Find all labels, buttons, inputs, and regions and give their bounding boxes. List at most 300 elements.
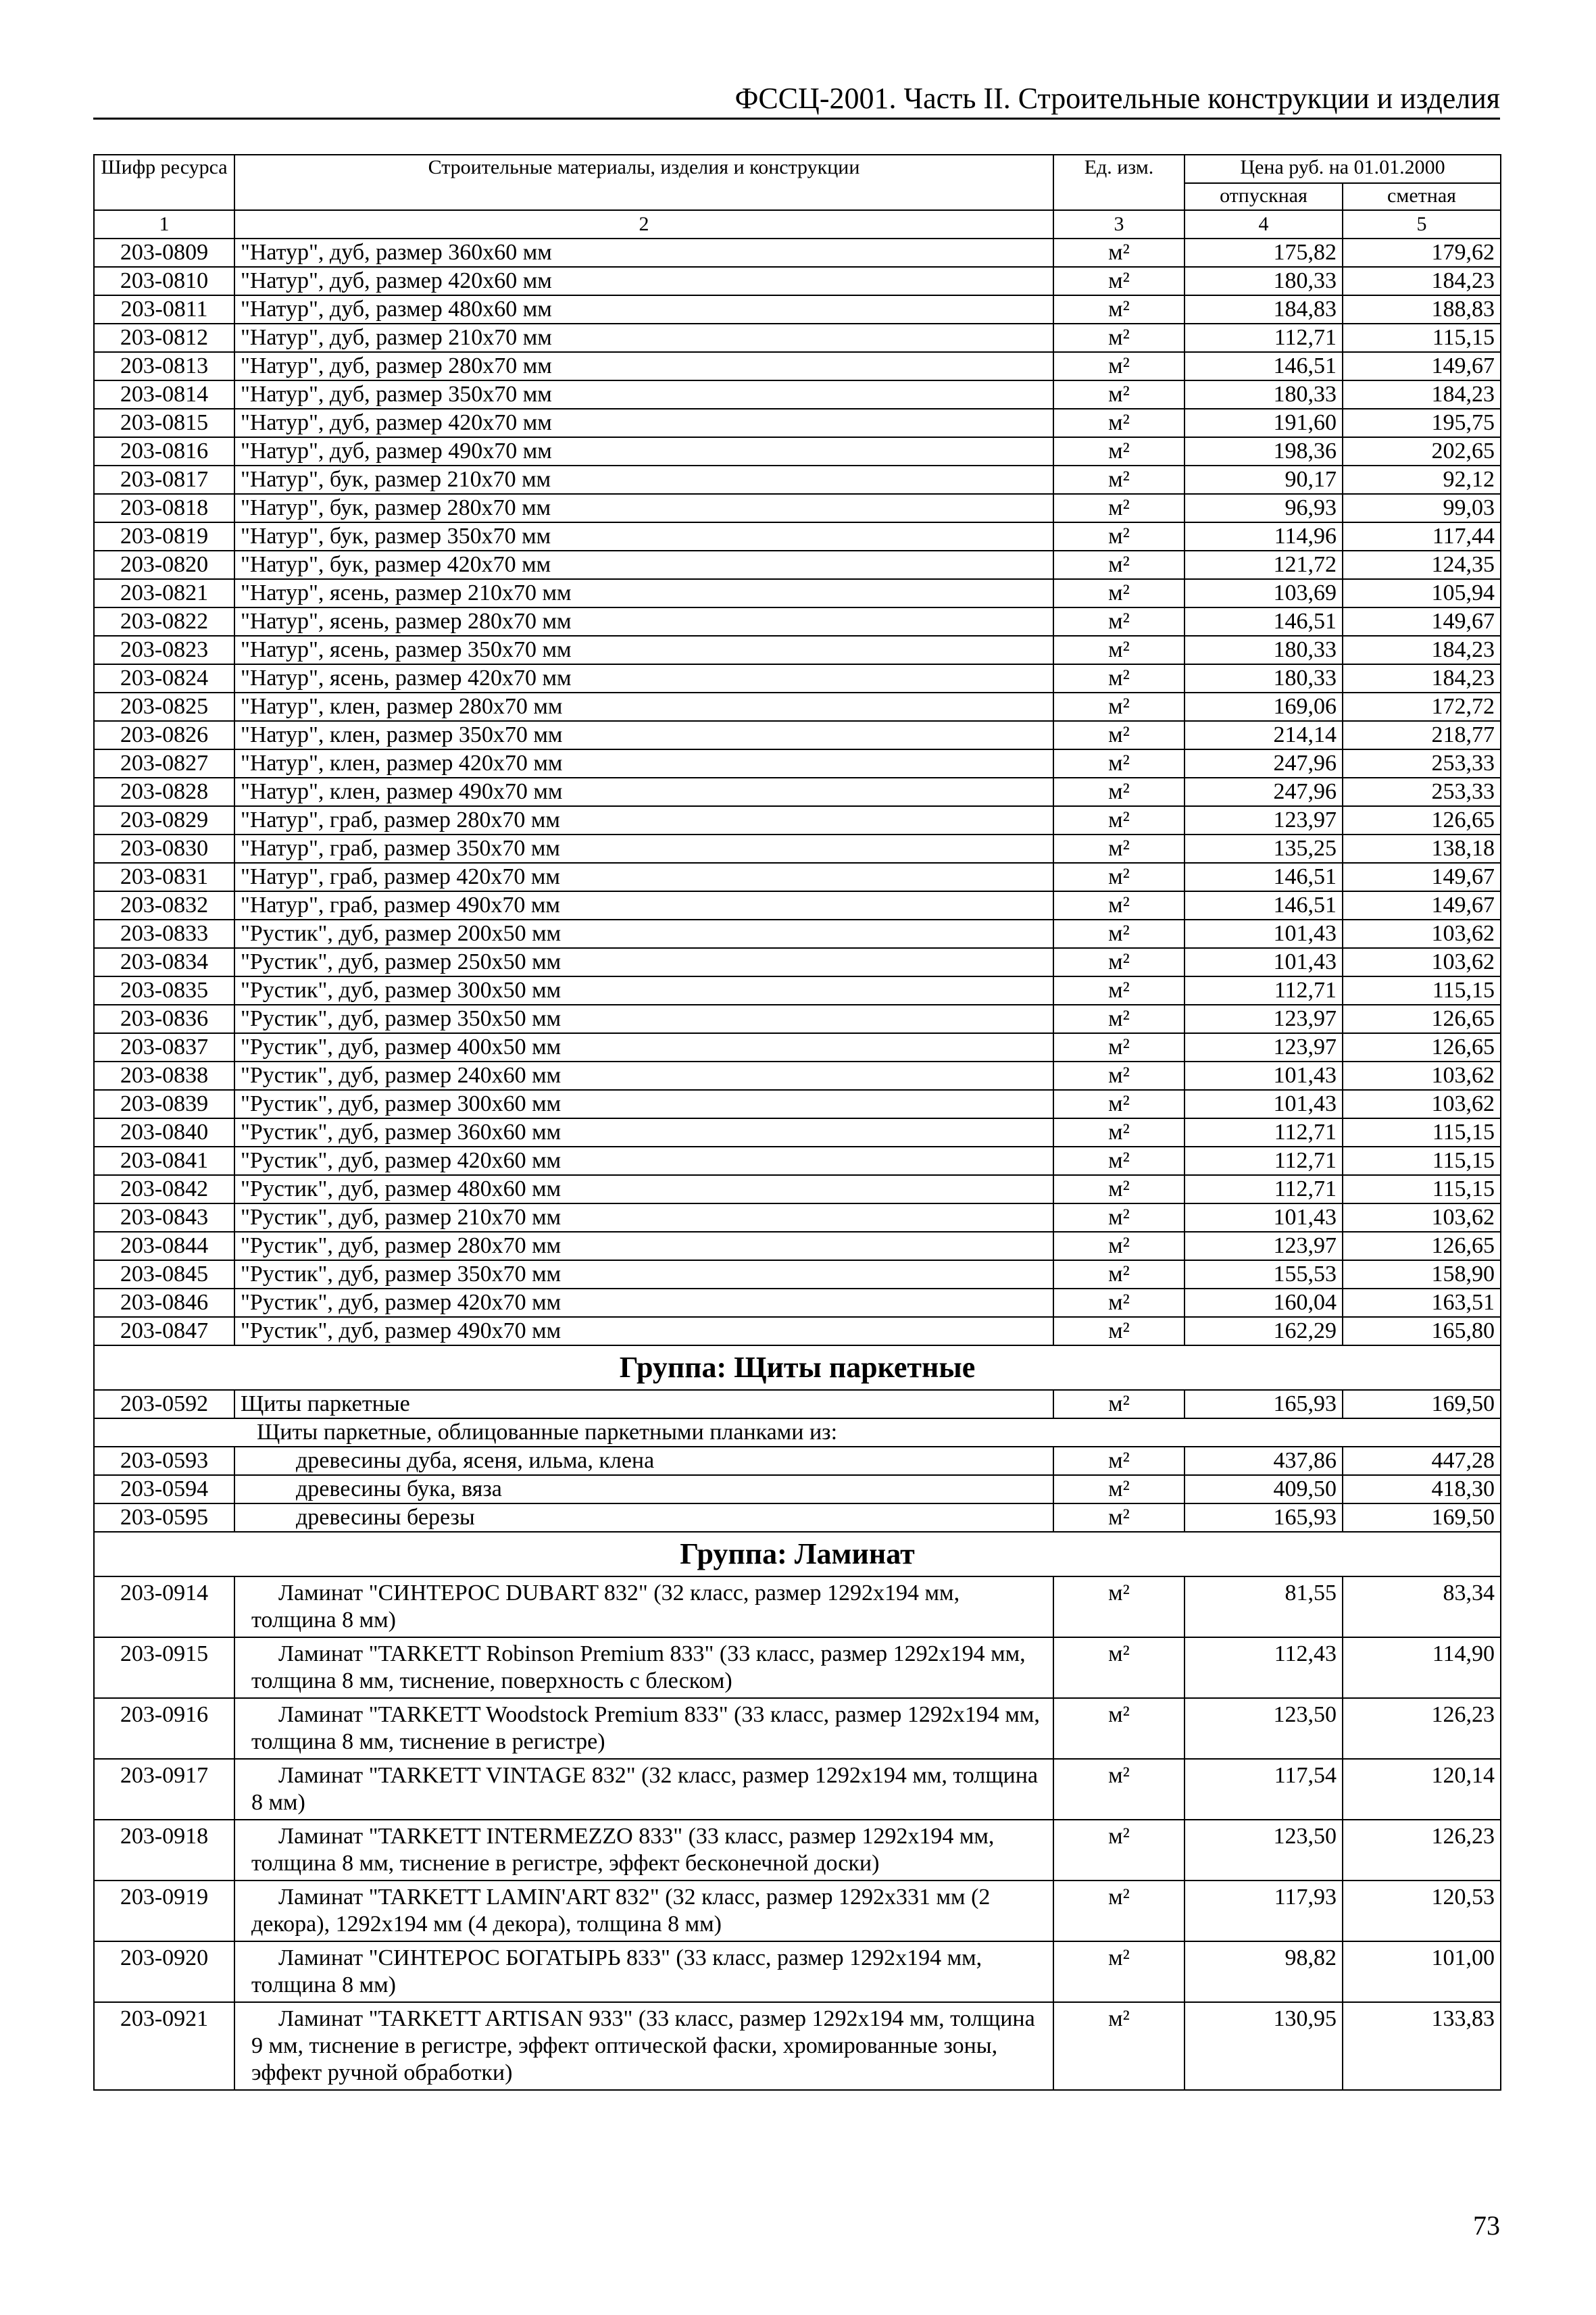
resource-name: древесины бука, вяза: [234, 1475, 1053, 1503]
table-row: [94, 1005, 1501, 1033]
resource-unit: м²: [1053, 1260, 1184, 1289]
resource-code: 203-0837: [94, 1033, 234, 1062]
price-estimate: 218,77: [1343, 721, 1501, 749]
table-row: [94, 352, 1501, 380]
resource-name: "Натур", дуб, размер 490х70 мм: [234, 437, 1053, 466]
price-estimate: 105,94: [1343, 579, 1501, 607]
resource-name: "Рустик", дуб, размер 480х60 мм: [234, 1175, 1053, 1203]
price-estimate: 149,67: [1343, 607, 1501, 636]
table-row: [94, 1062, 1501, 1090]
table-row: [94, 579, 1501, 607]
resource-unit: м²: [1053, 1289, 1184, 1317]
col-number: 4: [1184, 210, 1343, 239]
price-release: 117,93: [1184, 1881, 1343, 1941]
resource-unit: м²: [1053, 522, 1184, 551]
table-row: [94, 295, 1501, 324]
price-estimate: 163,51: [1343, 1289, 1501, 1317]
resource-name: "Натур", граб, размер 490х70 мм: [234, 891, 1053, 920]
table-row: [94, 1475, 1501, 1503]
resource-code: 203-0834: [94, 948, 234, 976]
price-estimate: 126,65: [1343, 806, 1501, 835]
resource-unit: м²: [1053, 1503, 1184, 1532]
price-release: 409,50: [1184, 1475, 1343, 1503]
resource-name: "Рустик", дуб, размер 350х70 мм: [234, 1260, 1053, 1289]
table-row: [94, 1941, 1501, 2002]
resource-code: 203-0822: [94, 607, 234, 636]
resource-code: 203-0593: [94, 1447, 234, 1475]
table-row: [94, 948, 1501, 976]
table-row: [94, 494, 1501, 522]
table-row: [94, 437, 1501, 466]
resource-code: 203-0812: [94, 324, 234, 352]
price-estimate: 184,23: [1343, 267, 1501, 295]
resource-unit: м²: [1053, 920, 1184, 948]
price-release: 146,51: [1184, 863, 1343, 891]
price-estimate: 126,65: [1343, 1033, 1501, 1062]
price-estimate: 126,65: [1343, 1005, 1501, 1033]
resource-name: Ламинат "СИНТЕРОС DUBART 832" (32 класс, размер 1292х194 мм, толщина 8 мм): [234, 1576, 1053, 1637]
table-row: [94, 835, 1501, 863]
resource-code: 203-0833: [94, 920, 234, 948]
price-release: 123,50: [1184, 1820, 1343, 1881]
table-row: [94, 1576, 1501, 1637]
resource-code: 203-0811: [94, 295, 234, 324]
laminate-rows: [94, 1576, 1501, 2090]
table-row: [94, 324, 1501, 352]
resource-name: древесины березы: [234, 1503, 1053, 1532]
resource-unit: м²: [1053, 693, 1184, 721]
price-release: 165,93: [1184, 1503, 1343, 1532]
resource-name: "Натур", клен, размер 350х70 мм: [234, 721, 1053, 749]
resource-code: 203-0826: [94, 721, 234, 749]
price-release: 121,72: [1184, 551, 1343, 579]
price-release: 175,82: [1184, 239, 1343, 267]
resource-unit: м²: [1053, 1005, 1184, 1033]
resource-name: "Натур", дуб, размер 210х70 мм: [234, 324, 1053, 352]
table-row: [94, 1260, 1501, 1289]
header-name: Строительные материалы, изделия и конструкции: [234, 155, 1053, 210]
resource-name: "Натур", клен, размер 280х70 мм: [234, 693, 1053, 721]
header-price-estimate: сметная: [1343, 183, 1501, 210]
table-row: [94, 1232, 1501, 1260]
price-release: 114,96: [1184, 522, 1343, 551]
resource-code: 203-0918: [94, 1820, 234, 1881]
resource-code: 203-0919: [94, 1881, 234, 1941]
table-row: [94, 1317, 1501, 1345]
resource-name: "Рустик", дуб, размер 250х50 мм: [234, 948, 1053, 976]
resource-name: Ламинат "TARKETT Woodstock Premium 833" (33 класс, размер 1292х194 мм, толщина 8 мм, тиснение в регистре): [234, 1698, 1053, 1759]
resource-code: 203-0817: [94, 466, 234, 494]
price-estimate: 120,14: [1343, 1759, 1501, 1820]
table-row: [94, 636, 1501, 664]
price-estimate: 115,15: [1343, 1175, 1501, 1203]
group-laminate: [94, 1532, 1501, 1576]
resource-name: "Рустик", дуб, размер 360х60 мм: [234, 1118, 1053, 1147]
resource-unit: м²: [1053, 1447, 1184, 1475]
table-row: [94, 891, 1501, 920]
resource-unit: м²: [1053, 324, 1184, 352]
price-release: 123,97: [1184, 1005, 1343, 1033]
table-row: [94, 1203, 1501, 1232]
group-panels: [94, 1345, 1501, 1447]
resource-name: "Натур", бук, размер 210х70 мм: [234, 466, 1053, 494]
price-release: 155,53: [1184, 1260, 1343, 1289]
resource-unit: м²: [1053, 1090, 1184, 1118]
col-number: 2: [234, 210, 1053, 239]
subheading: Щиты паркетные, облицованные паркетными планками из:: [94, 1418, 1501, 1447]
price-estimate: 115,15: [1343, 976, 1501, 1005]
resource-code: 203-0840: [94, 1118, 234, 1147]
price-release: 146,51: [1184, 891, 1343, 920]
price-estimate: 126,23: [1343, 1820, 1501, 1881]
price-release: 169,06: [1184, 693, 1343, 721]
resource-code: 203-0819: [94, 522, 234, 551]
price-release: 180,33: [1184, 636, 1343, 664]
resource-unit: м²: [1053, 1317, 1184, 1345]
resource-unit: м²: [1053, 1941, 1184, 2002]
table-row: [94, 2002, 1501, 2090]
price-estimate: 195,75: [1343, 409, 1501, 437]
price-release: 112,71: [1184, 1118, 1343, 1147]
resource-unit: м²: [1053, 409, 1184, 437]
resource-code: 203-0842: [94, 1175, 234, 1203]
price-estimate: 149,67: [1343, 863, 1501, 891]
table-row: [94, 1759, 1501, 1820]
resource-unit: м²: [1053, 579, 1184, 607]
resource-code: 203-0847: [94, 1317, 234, 1345]
table-row: [94, 1118, 1501, 1147]
price-estimate: 418,30: [1343, 1475, 1501, 1503]
price-release: 90,17: [1184, 466, 1343, 494]
price-estimate: 115,15: [1343, 1118, 1501, 1147]
table-row: [94, 522, 1501, 551]
price-estimate: 184,23: [1343, 636, 1501, 664]
resource-name: "Натур", ясень, размер 280х70 мм: [234, 607, 1053, 636]
price-release: 112,71: [1184, 324, 1343, 352]
resource-unit: м²: [1053, 1881, 1184, 1941]
price-release: 123,50: [1184, 1698, 1343, 1759]
price-estimate: 149,67: [1343, 891, 1501, 920]
price-release: 247,96: [1184, 778, 1343, 806]
resource-code: 203-0821: [94, 579, 234, 607]
price-estimate: 179,62: [1343, 239, 1501, 267]
table-row: [94, 267, 1501, 295]
resource-name: "Рустик", дуб, размер 300х50 мм: [234, 976, 1053, 1005]
resource-code: 203-0920: [94, 1941, 234, 2002]
price-estimate: 99,03: [1343, 494, 1501, 522]
table-row: [94, 976, 1501, 1005]
resource-code: 203-0843: [94, 1203, 234, 1232]
resource-code: 203-0818: [94, 494, 234, 522]
price-release: 160,04: [1184, 1289, 1343, 1317]
price-release: 101,43: [1184, 1203, 1343, 1232]
price-estimate: 117,44: [1343, 522, 1501, 551]
resource-code: 203-0838: [94, 1062, 234, 1090]
table-row: [94, 1090, 1501, 1118]
resource-unit: м²: [1053, 466, 1184, 494]
resource-unit: м²: [1053, 494, 1184, 522]
price-release: 101,43: [1184, 1090, 1343, 1118]
resource-code: 203-0813: [94, 352, 234, 380]
price-estimate: 169,50: [1343, 1390, 1501, 1418]
resource-code: 203-0815: [94, 409, 234, 437]
page-number: 73: [1473, 2210, 1500, 2241]
table-row: [94, 380, 1501, 409]
price-release: 198,36: [1184, 437, 1343, 466]
price-estimate: 138,18: [1343, 835, 1501, 863]
resource-name: "Рустик", дуб, размер 420х60 мм: [234, 1147, 1053, 1175]
price-estimate: 447,28: [1343, 1447, 1501, 1475]
col-number: 1: [94, 210, 234, 239]
resource-name: Ламинат "TARKETT LAMIN'ART 832" (32 класс, размер 1292х331 мм (2 декора), 1292х194 мм (4 декора), толщина 8 мм): [234, 1881, 1053, 1941]
price-release: 101,43: [1184, 1062, 1343, 1090]
running-header: ФССЦ-2001. Часть II. Строительные конструкции и изделия: [734, 82, 1500, 115]
resource-unit: м²: [1053, 2002, 1184, 2090]
resource-unit: м²: [1053, 749, 1184, 778]
resource-code: 203-0816: [94, 437, 234, 466]
resource-name: "Рустик", дуб, размер 210х70 мм: [234, 1203, 1053, 1232]
resource-name: Ламинат "TARKETT Robinson Premium 833" (33 класс, размер 1292х194 мм, толщина 8 мм, тиснение, поверхность с блеском): [234, 1637, 1053, 1698]
price-release: 437,86: [1184, 1447, 1343, 1475]
resource-code: 203-0595: [94, 1503, 234, 1532]
header-price: Цена руб. на 01.01.2000: [1184, 155, 1501, 183]
resource-name: "Рустик", дуб, размер 280х70 мм: [234, 1232, 1053, 1260]
resource-unit: м²: [1053, 1062, 1184, 1090]
resource-name: древесины дуба, ясеня, ильма, клена: [234, 1447, 1053, 1475]
price-release: 180,33: [1184, 267, 1343, 295]
price-release: 112,43: [1184, 1637, 1343, 1698]
table-row: [94, 664, 1501, 693]
resource-code: 203-0915: [94, 1637, 234, 1698]
resource-unit: м²: [1053, 1637, 1184, 1698]
table-row: [94, 466, 1501, 494]
price-release: 123,97: [1184, 1033, 1343, 1062]
resource-code: 203-0845: [94, 1260, 234, 1289]
resource-name: "Натур", дуб, размер 420х70 мм: [234, 409, 1053, 437]
group-title: Группа: Ламинат: [94, 1532, 1501, 1576]
resource-name: "Натур", граб, размер 350х70 мм: [234, 835, 1053, 863]
price-estimate: 188,83: [1343, 295, 1501, 324]
resource-code: 203-0828: [94, 778, 234, 806]
price-estimate: 103,62: [1343, 1062, 1501, 1090]
resource-code: 203-0827: [94, 749, 234, 778]
price-release: 101,43: [1184, 948, 1343, 976]
resource-unit: м²: [1053, 1147, 1184, 1175]
table-row: [94, 1175, 1501, 1203]
resource-code: 203-0829: [94, 806, 234, 835]
table-row: [94, 778, 1501, 806]
price-estimate: 169,50: [1343, 1503, 1501, 1532]
resource-code: 203-0916: [94, 1698, 234, 1759]
price-release: 96,93: [1184, 494, 1343, 522]
resource-name: "Натур", граб, размер 420х70 мм: [234, 863, 1053, 891]
price-table: [93, 154, 1501, 2091]
price-release: 191,60: [1184, 409, 1343, 437]
resource-code: 203-0814: [94, 380, 234, 409]
price-estimate: 115,15: [1343, 324, 1501, 352]
resource-name: "Натур", граб, размер 280х70 мм: [234, 806, 1053, 835]
price-release: 130,95: [1184, 2002, 1343, 2090]
price-estimate: 126,23: [1343, 1698, 1501, 1759]
resource-unit: м²: [1053, 380, 1184, 409]
resource-unit: м²: [1053, 239, 1184, 267]
resource-name: "Рустик", дуб, размер 350х50 мм: [234, 1005, 1053, 1033]
resource-unit: м²: [1053, 267, 1184, 295]
resource-code: 203-0921: [94, 2002, 234, 2090]
price-release: 101,43: [1184, 920, 1343, 948]
resource-name: "Натур", ясень, размер 210х70 мм: [234, 579, 1053, 607]
table-row: [94, 409, 1501, 437]
resource-name: "Натур", ясень, размер 420х70 мм: [234, 664, 1053, 693]
resource-unit: м²: [1053, 835, 1184, 863]
price-estimate: 158,90: [1343, 1260, 1501, 1289]
resource-code: 203-0823: [94, 636, 234, 664]
price-release: 184,83: [1184, 295, 1343, 324]
resource-name: "Рустик", дуб, размер 300х60 мм: [234, 1090, 1053, 1118]
resource-code: 203-0592: [94, 1390, 234, 1418]
table-row: [94, 749, 1501, 778]
table-row: [94, 863, 1501, 891]
resource-code: 203-0824: [94, 664, 234, 693]
resource-name: "Натур", дуб, размер 420х60 мм: [234, 267, 1053, 295]
resource-code: 203-0836: [94, 1005, 234, 1033]
resource-name: "Рустик", дуб, размер 490х70 мм: [234, 1317, 1053, 1345]
resource-code: 203-0832: [94, 891, 234, 920]
price-release: 146,51: [1184, 352, 1343, 380]
resource-name: "Рустик", дуб, размер 420х70 мм: [234, 1289, 1053, 1317]
price-release: 112,71: [1184, 976, 1343, 1005]
resource-name: "Рустик", дуб, размер 240х60 мм: [234, 1062, 1053, 1090]
price-estimate: 172,72: [1343, 693, 1501, 721]
resource-code: 203-0830: [94, 835, 234, 863]
resource-unit: м²: [1053, 1175, 1184, 1203]
price-estimate: 101,00: [1343, 1941, 1501, 2002]
price-estimate: 124,35: [1343, 551, 1501, 579]
resource-code: 203-0825: [94, 693, 234, 721]
price-estimate: 103,62: [1343, 1203, 1501, 1232]
group-title: Группа: Щиты паркетные: [94, 1345, 1501, 1390]
resource-code: 203-0831: [94, 863, 234, 891]
table-row: [94, 1881, 1501, 1941]
resource-unit: м²: [1053, 1759, 1184, 1820]
price-release: 98,82: [1184, 1941, 1343, 2002]
price-estimate: 165,80: [1343, 1317, 1501, 1345]
resource-name: "Натур", бук, размер 280х70 мм: [234, 494, 1053, 522]
resource-unit: м²: [1053, 1576, 1184, 1637]
resource-name: Ламинат "TARKETT INTERMEZZO 833" (33 класс, размер 1292х194 мм, толщина 8 мм, тиснение в регистре, эффект бесконечной доски): [234, 1820, 1053, 1881]
table-row: [94, 239, 1501, 267]
resource-unit: м²: [1053, 1118, 1184, 1147]
resource-code: 203-0835: [94, 976, 234, 1005]
resource-unit: м²: [1053, 551, 1184, 579]
table-row: [94, 693, 1501, 721]
resource-code: 203-0844: [94, 1232, 234, 1260]
resource-code: 203-0914: [94, 1576, 234, 1637]
resource-unit: м²: [1053, 891, 1184, 920]
resource-name: "Натур", бук, размер 350х70 мм: [234, 522, 1053, 551]
resource-unit: м²: [1053, 295, 1184, 324]
resource-unit: м²: [1053, 437, 1184, 466]
resource-unit: м²: [1053, 352, 1184, 380]
price-release: 135,25: [1184, 835, 1343, 863]
header-rule: [93, 118, 1500, 120]
price-release: 112,71: [1184, 1147, 1343, 1175]
price-estimate: 184,23: [1343, 380, 1501, 409]
resource-name: "Натур", клен, размер 490х70 мм: [234, 778, 1053, 806]
resource-name: "Рустик", дуб, размер 400х50 мм: [234, 1033, 1053, 1062]
panel-rows: [94, 1447, 1501, 1532]
resource-code: 203-0594: [94, 1475, 234, 1503]
resource-unit: м²: [1053, 806, 1184, 835]
price-estimate: 133,83: [1343, 2002, 1501, 2090]
price-release: 123,97: [1184, 1232, 1343, 1260]
table-row: [94, 1637, 1501, 1698]
price-estimate: 120,53: [1343, 1881, 1501, 1941]
price-estimate: 114,90: [1343, 1637, 1501, 1698]
col-number: 3: [1053, 210, 1184, 239]
resource-name: "Натур", дуб, размер 350х70 мм: [234, 380, 1053, 409]
table-row: [94, 1503, 1501, 1532]
table-row: [94, 551, 1501, 579]
resource-unit: м²: [1053, 778, 1184, 806]
resource-name: "Натур", дуб, размер 360х60 мм: [234, 239, 1053, 267]
col-number: 5: [1343, 210, 1501, 239]
header-unit: Ед. изм.: [1053, 155, 1184, 210]
resource-name: "Натур", дуб, размер 280х70 мм: [234, 352, 1053, 380]
resource-name: Ламинат "TARKETT VINTAGE 832" (32 класс, размер 1292х194 мм, толщина 8 мм): [234, 1759, 1053, 1820]
price-release: 247,96: [1184, 749, 1343, 778]
price-release: 180,33: [1184, 664, 1343, 693]
resource-code: 203-0841: [94, 1147, 234, 1175]
table-row: [94, 607, 1501, 636]
price-estimate: 103,62: [1343, 920, 1501, 948]
table-row: [94, 1447, 1501, 1475]
resource-unit: м²: [1053, 1475, 1184, 1503]
price-release: 214,14: [1184, 721, 1343, 749]
table-row: [94, 1289, 1501, 1317]
resource-name: Ламинат "TARKETT ARTISAN 933" (33 класс, размер 1292х194 мм, толщина 9 мм, тиснение в регистре, эффект оптической фаски, хромированные зоны, эффект ручной обработки): [234, 2002, 1053, 2090]
resource-unit: м²: [1053, 636, 1184, 664]
price-estimate: 184,23: [1343, 664, 1501, 693]
price-release: 180,33: [1184, 380, 1343, 409]
price-estimate: 115,15: [1343, 1147, 1501, 1175]
resource-unit: м²: [1053, 607, 1184, 636]
price-release: 162,29: [1184, 1317, 1343, 1345]
price-estimate: 103,62: [1343, 1090, 1501, 1118]
resource-code: 203-0917: [94, 1759, 234, 1820]
price-release: 165,93: [1184, 1390, 1343, 1418]
price-estimate: 83,34: [1343, 1576, 1501, 1637]
resource-unit: м²: [1053, 1232, 1184, 1260]
price-release: 112,71: [1184, 1175, 1343, 1203]
resource-name: "Рустик", дуб, размер 200х50 мм: [234, 920, 1053, 948]
price-release: 117,54: [1184, 1759, 1343, 1820]
header-price-release: отпускная: [1184, 183, 1343, 210]
price-estimate: 126,65: [1343, 1232, 1501, 1260]
resource-name: "Натур", клен, размер 420х70 мм: [234, 749, 1053, 778]
price-estimate: 103,62: [1343, 948, 1501, 976]
resource-code: 203-0839: [94, 1090, 234, 1118]
resource-unit: м²: [1053, 1698, 1184, 1759]
resource-code: 203-0846: [94, 1289, 234, 1317]
resource-name: Щиты паркетные: [234, 1390, 1053, 1418]
price-estimate: 253,33: [1343, 749, 1501, 778]
resource-code: 203-0820: [94, 551, 234, 579]
table-row: [94, 1033, 1501, 1062]
resource-unit: м²: [1053, 1820, 1184, 1881]
price-estimate: 253,33: [1343, 778, 1501, 806]
resource-name: "Натур", бук, размер 420х70 мм: [234, 551, 1053, 579]
